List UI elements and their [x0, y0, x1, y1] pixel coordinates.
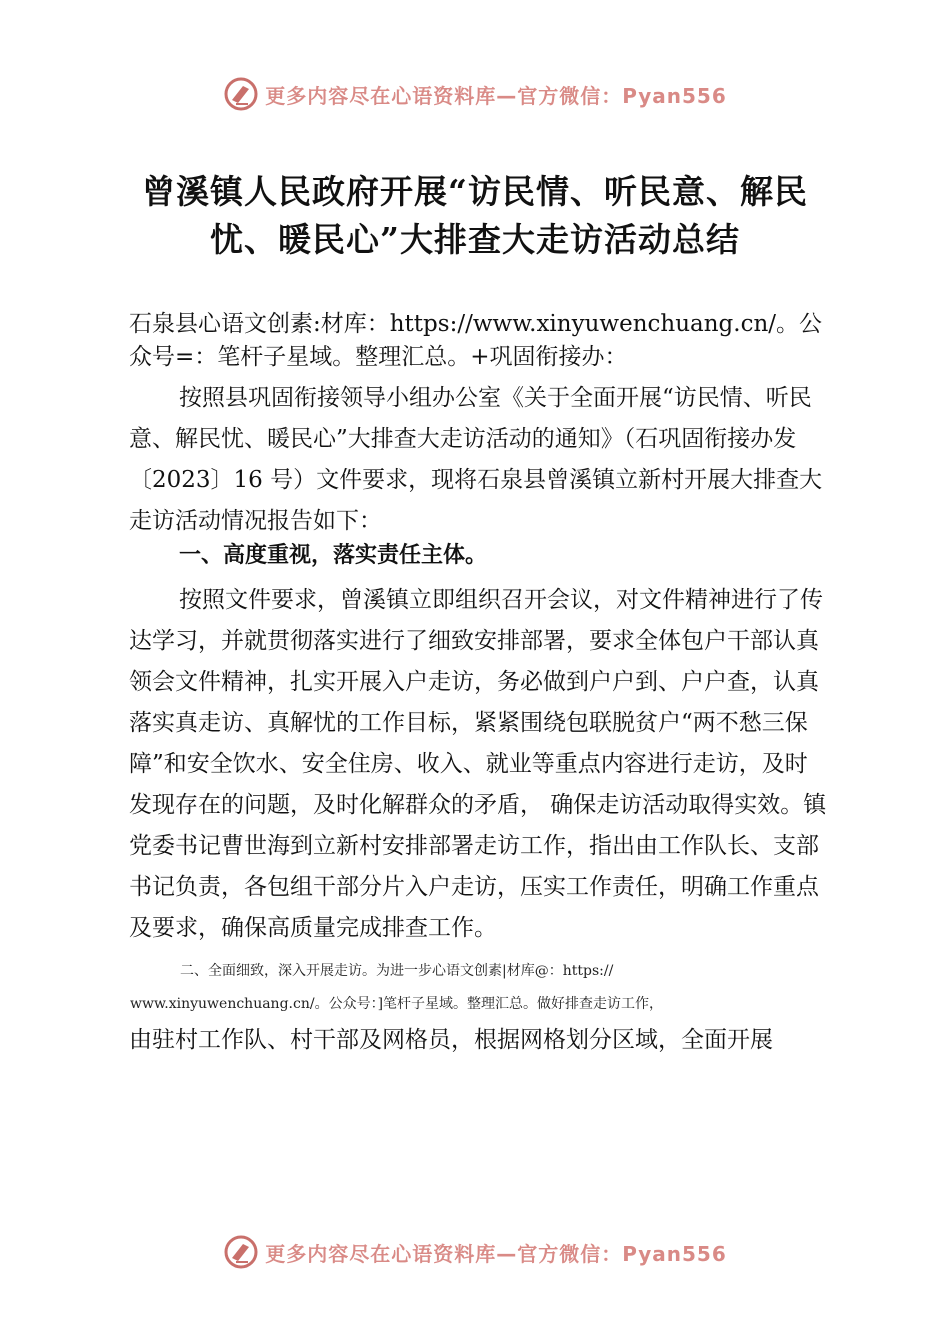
section-2-small-text: [130, 955, 830, 1021]
paragraph-intro: 按照县巩固衔接领导小组办公室《关于全面开展“访民情、听民意、解民忧、暖民心”大排查大走访活动的通知》（石巩固衔接办发〔2023〕16 号）文件要求，现将石泉县曾溪镇立新村开展大排查大走访活动情况报告如下：: [129, 385, 823, 534]
title-line-2: 忧、暖民心”大排查大走访活动总结: [210, 220, 740, 259]
source-line: 石泉县心语文创素:材库：https://www.xinyuwenchuang.cn/。公众号=：笔杆子星域。整理汇总。+巩固衔接办：: [129, 311, 823, 370]
small-line-1: 二、全面细致，深入开展走访。为进一步心语文创素|材库@：https://: [180, 963, 614, 979]
paragraph-continuation: 由驻村工作队、村干部及网格员，根据网格划分区域，全面开展: [129, 1027, 773, 1053]
title-line-1: 曾溪镇人民政府开展“访民情、听民意、解民: [142, 172, 808, 211]
document-title: [100, 168, 850, 264]
section-heading-1: 一、高度重视，落实责任主体。: [179, 543, 488, 568]
banner-text: 更多内容尽在心语资料库—官方微信：Pyan556: [265, 83, 727, 108]
logo-icon: [223, 76, 259, 112]
footer-banner: [0, 1230, 950, 1274]
logo-icon: [223, 1234, 259, 1270]
banner-text: 更多内容尽在心语资料库—官方微信：Pyan556: [265, 1241, 727, 1266]
small-line-2: www.xinyuwenchuang.cn/。公众号：]笔杆子星域。整理汇总。做好排查走访工作，: [130, 996, 664, 1012]
paragraph-section-1: 按照文件要求，曾溪镇立即组织召开会议，对文件精神进行了传达学习，并就贯彻落实进行了细致安排部署，要求全体包户干部认真领会文件精神，扎实开展入户走访，务必做到户户到、户户查，认真落实真走访、真解忧的工作目标，紧紧围绕包联脱贫户“两不愁三保障”和安全饮水、安全住房、收入、就业等重点内容进行走访，及时发现存在的问题，及时化解群众的矛盾， 确保走访活动取得实效。镇党委书记曹世海到立新村安排部署走访工作，指出由工作队长、支部书记负责，各包组干部分片入户走访，压实工作责任，明确工作重点及要求，确保高质量完成排查工作。: [129, 587, 827, 941]
header-banner: [0, 72, 950, 116]
